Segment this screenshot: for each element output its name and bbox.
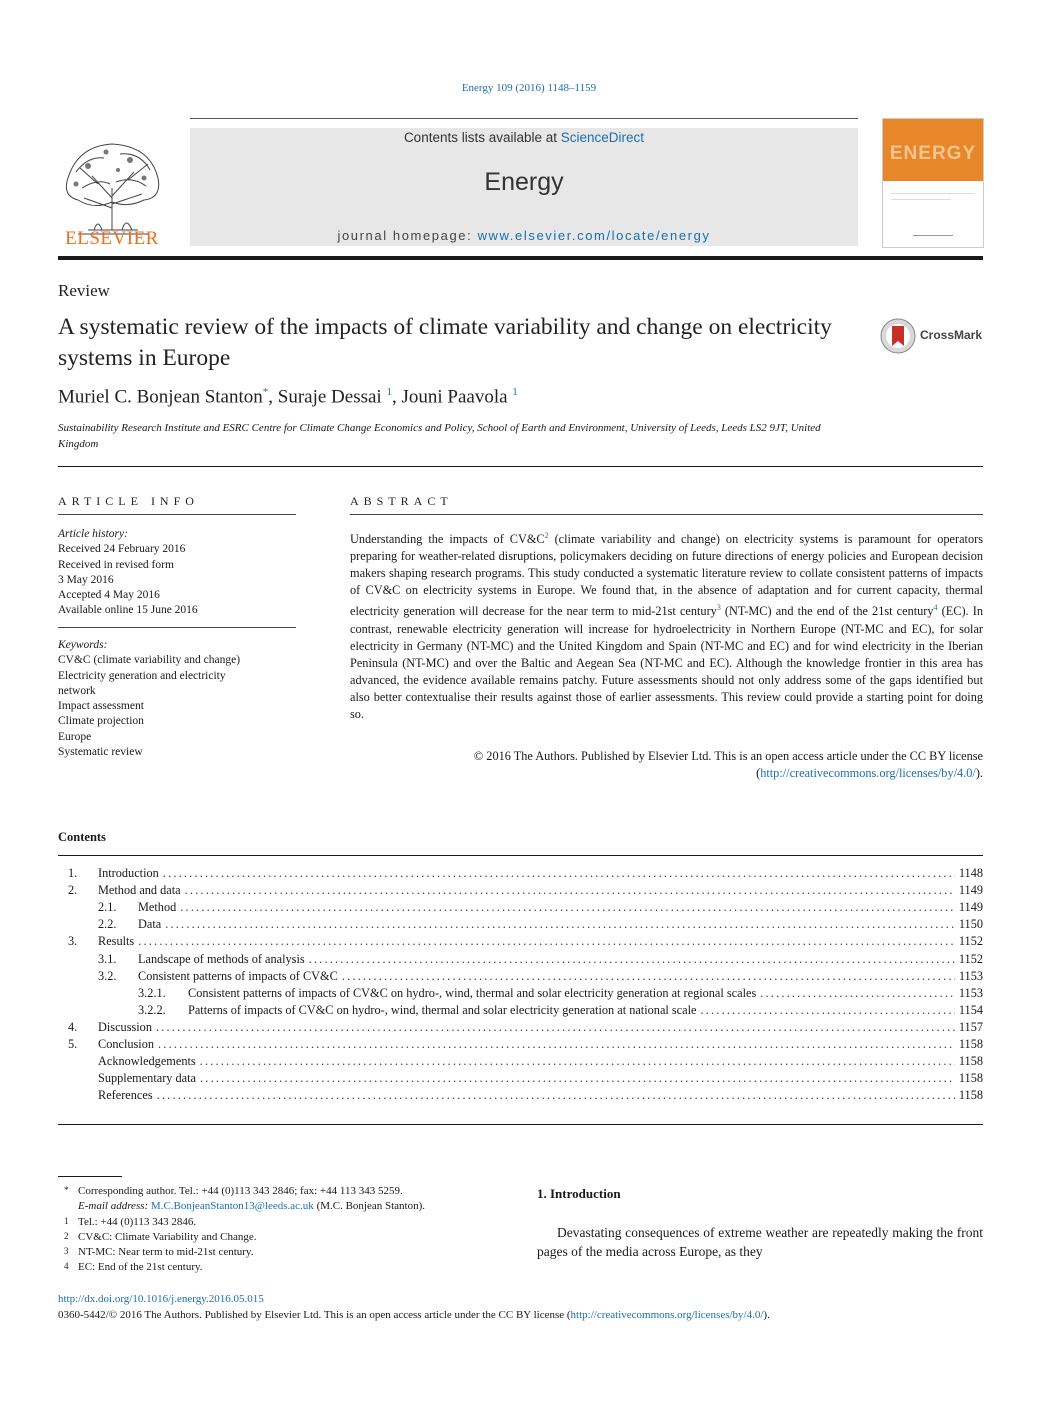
toc-entry-line (98, 1088, 983, 1103)
toc-entry-page[interactable]: 1157 (958, 1019, 983, 1034)
toc-entry-line (98, 1020, 983, 1035)
author-affiliation: Sustainability Research Institute and ESRC Centre for Climate Change Economics and Policy, School of Earth and Environment, University of Leeds, Leeds LS2 9JT, United Kingdom (58, 422, 821, 450)
toc-entry-line (138, 917, 983, 932)
introduction-heading: 1. Introduction (537, 1186, 621, 1201)
toc-entry-page[interactable]: 1152 (958, 934, 983, 949)
header-thick-rule (58, 256, 983, 260)
toc-entry[interactable] (58, 952, 983, 969)
journal-homepage-link[interactable]: www.elsevier.com/locate/energy (477, 228, 711, 243)
footnotes (58, 1184, 498, 1276)
journal-name: Energy (484, 168, 564, 196)
toc-entry-line (138, 952, 983, 967)
toc-entry[interactable] (58, 934, 983, 951)
toc-entry[interactable] (58, 866, 983, 883)
keyword-item: Impact assessment (58, 700, 144, 713)
toc-entry-line (98, 1071, 983, 1086)
keyword-item: Climate projection (58, 715, 144, 728)
article-info-rule (58, 514, 296, 515)
toc-entry[interactable] (58, 900, 983, 917)
toc-entry-page[interactable]: 1153 (958, 985, 983, 1000)
toc-entry-line (138, 900, 983, 915)
toc-entry-title[interactable]: Results (98, 934, 135, 949)
toc-leader-dots (156, 1020, 955, 1035)
toc-entry-title[interactable]: Consistent patterns of impacts of CV&C on hydro-, wind, thermal and solar electricity generation at regional scales (188, 985, 757, 1000)
history-item: Received in revised form (58, 558, 174, 571)
contents-bottom-rule (58, 1124, 983, 1125)
footnote-text: EC: End of the 21st century. (78, 1261, 203, 1274)
footnote-mark: 3 (64, 1246, 69, 1257)
toc-leader-dots (158, 1037, 955, 1052)
toc-entry-number: 3. (68, 934, 78, 949)
toc-entry-title[interactable]: Discussion (98, 1019, 152, 1034)
history-item: Accepted 4 May 2016 (58, 589, 160, 602)
keyword-item: Electricity generation and electricity (58, 669, 226, 682)
toc-entry-line (138, 969, 983, 984)
footnote-ref[interactable]: 4 (933, 603, 938, 613)
toc-entry[interactable] (58, 883, 983, 900)
toc-entry-title[interactable]: Method and data (98, 883, 181, 898)
author-name[interactable]: Suraje Dessai (277, 386, 382, 408)
toc-leader-dots (760, 986, 955, 1001)
toc-entry-line (98, 1054, 983, 1069)
toc-entry[interactable] (58, 969, 983, 986)
toc-leader-dots (185, 883, 955, 898)
toc-entry[interactable] (58, 1071, 983, 1088)
toc-entry-page[interactable]: 1149 (958, 900, 983, 915)
contents-prefix: Contents lists available at (403, 130, 561, 145)
toc-entry-title[interactable]: Data (138, 917, 162, 932)
keywords-label: Keywords: (58, 639, 108, 651)
abstract-text: (climate variability and change) on electricity systems is paramount for operators preparing for weather-related disruptions, policymakers deciding on future directions of energy policies and European decision makers shaping research programs. This study conducted a systematic literature review to collate consistent patterns of impacts of CV&C on electricity systems in Europe. We found that, in the absence of adaptation and for current capacity, thermal electricity generation will decrease for the near term to mid-21st century (350, 532, 983, 619)
cover-line (891, 193, 975, 194)
toc-leader-dots (165, 917, 955, 932)
footnote-mark: 1 (64, 1215, 69, 1226)
toc-entry[interactable] (58, 1037, 983, 1054)
footnote-mark: 2 (64, 1230, 69, 1241)
email-label: E-mail address: (78, 1200, 151, 1213)
toc-leader-dots (342, 969, 955, 984)
history-item: Available online 15 June 2016 (58, 604, 198, 617)
abstract-license (350, 748, 983, 782)
toc-leader-dots (180, 900, 955, 915)
keyword-item: CV&C (climate variability and change) (58, 654, 241, 667)
toc-entry[interactable] (58, 1088, 983, 1105)
toc-entry-title[interactable]: Introduction (98, 866, 159, 880)
toc-entry-line (188, 1003, 983, 1018)
toc-entry-page[interactable]: 1153 (958, 968, 983, 983)
toc-entry-number: 5. (68, 1037, 78, 1051)
keyword-item: Europe (58, 730, 92, 743)
toc-entry-line (98, 1037, 983, 1052)
footnote-text: Tel.: +44 (0)113 343 2846. (78, 1215, 197, 1228)
toc-leader-dots (200, 1054, 955, 1069)
issn-license-line (58, 1309, 770, 1321)
issn-suffix: ). (763, 1309, 770, 1321)
keyword-item: Systematic review (58, 746, 143, 759)
footnote (58, 1199, 498, 1214)
license-suffix: ). (975, 766, 983, 781)
footnote (58, 1245, 498, 1260)
article-type: Review (58, 281, 110, 300)
keywords-list (58, 638, 298, 760)
contents-top-rule (58, 855, 983, 856)
footnote (58, 1215, 498, 1230)
license-prefix: © 2016 The Authors. Published by Elsevier Ltd. This is an open access article under the CC BY license ( (473, 749, 983, 781)
doi-link[interactable]: http://dx.doi.org/10.1016/j.energy.2016.05.015 (58, 1293, 264, 1305)
contents-heading: Contents (58, 830, 106, 844)
publisher-name: ELSEVIER (65, 228, 159, 249)
toc-entry-page[interactable]: 1154 (958, 1002, 983, 1017)
article-info-heading: ARTICLE INFO (58, 494, 199, 508)
toc-entry-page[interactable]: 1158 (958, 1088, 983, 1103)
toc-entry-page[interactable]: 1152 (958, 951, 983, 966)
toc-entry-title[interactable]: Conclusion (98, 1037, 155, 1051)
history-label: Article history: (58, 528, 128, 540)
author-marker[interactable]: 1 (512, 386, 518, 398)
toc-entry-number: 2.2. (98, 917, 117, 932)
toc-leader-dots (200, 1071, 955, 1086)
abstract-text: (NT-MC) and the end of the 21st century (720, 604, 934, 619)
crossmark-label[interactable]: CrossMark (920, 328, 983, 342)
journal-citation[interactable]: Energy 109 (2016) 1148–1159 (461, 82, 597, 94)
abstract-rule (350, 514, 983, 515)
keyword-item: network (58, 684, 96, 697)
toc-entry-title[interactable]: References (98, 1088, 153, 1103)
crossmark-icon[interactable] (880, 318, 916, 354)
footnote (58, 1260, 498, 1275)
toc-entry[interactable] (58, 1003, 983, 1020)
toc-entry-page[interactable]: 1150 (958, 917, 983, 932)
toc-entry-page[interactable]: 1158 (958, 1054, 983, 1069)
toc-entry-page[interactable]: 1148 (958, 866, 983, 880)
toc-entry-title[interactable]: Method (138, 900, 177, 915)
abstract-heading: ABSTRACT (350, 494, 453, 508)
history-item: 3 May 2016 (58, 573, 114, 586)
toc-entry-title[interactable]: Supplementary data (98, 1071, 197, 1086)
toc-entry-number: 2.1. (98, 900, 117, 915)
toc-entry-title[interactable]: Patterns of impacts of CV&C on hydro-, wind, thermal and solar electricity generation at national scale (188, 1002, 697, 1017)
history-item: Received 24 February 2016 (58, 543, 186, 556)
issn-prefix: 0360-5442/© 2016 The Authors. Published by Elsevier Ltd. This is an open access article under the CC BY license ( (58, 1309, 571, 1321)
title-divider (58, 466, 983, 467)
toc-entry-line (98, 866, 983, 881)
toc-leader-dots (309, 952, 955, 967)
footnote-text: Corresponding author. Tel.: +44 (0)113 343 2846; fax: +44 113 343 5259. (78, 1185, 403, 1197)
toc-entry-page[interactable]: 1158 (958, 1071, 983, 1086)
article-history (58, 527, 298, 619)
journal-cover-thumbnail[interactable] (882, 118, 984, 248)
footnote-rule (58, 1176, 122, 1177)
author-name[interactable]: Jouni Paavola (401, 386, 508, 408)
footnote-text: CV&C: Climate Variability and Change. (78, 1230, 257, 1243)
abstract-body (350, 527, 983, 723)
toc-entry-page[interactable]: 1158 (958, 1037, 983, 1051)
contents-available-line (190, 130, 858, 145)
footnote-mark: 4 (64, 1261, 69, 1272)
footnote-ref[interactable]: 2 (544, 531, 549, 540)
toc-entry-number: 4. (68, 1019, 78, 1034)
footnote (58, 1230, 498, 1245)
author-name[interactable]: Muriel C. Bonjean Stanton (58, 386, 263, 408)
footnote-ref[interactable]: 3 (716, 603, 721, 613)
toc-entry-line (188, 986, 983, 1001)
article-title: A systematic review of the impacts of climate variability and change on electricity systems in Europe (58, 314, 832, 371)
cover-line (913, 235, 953, 236)
toc-entry-title[interactable]: Acknowledgements (98, 1054, 196, 1069)
toc-entry-title[interactable]: Consistent patterns of impacts of CV&C (138, 968, 338, 983)
toc-leader-dots (700, 1003, 954, 1018)
toc-entry-number: 3.2. (98, 968, 117, 983)
author-list: Muriel C. Bonjean Stanton*, Suraje Dessai $^1$, Jouni Paavola $^1$ (58, 386, 518, 408)
keywords-rule (58, 627, 296, 628)
toc-entry[interactable] (58, 1020, 983, 1037)
introduction-text: Devastating consequences of extreme weather are repeatedly making the front pages of the media across Europe, as they (537, 1225, 983, 1259)
email-suffix: (M.C. Bonjean Stanton). (313, 1200, 426, 1213)
toc-leader-dots (163, 866, 955, 881)
journal-homepage-line (190, 228, 858, 243)
toc-entry[interactable] (58, 1054, 983, 1071)
issn-license-link[interactable]: http://creativecommons.org/licenses/by/4.0/ (570, 1309, 764, 1321)
cc-by-license-link[interactable]: http://creativecommons.org/licenses/by/4.0/ (760, 766, 976, 781)
toc-entry-number: 1. (68, 866, 78, 880)
cover-line (891, 199, 951, 200)
toc-entry-number: 3.2.1. (138, 985, 166, 1000)
abstract-text: (EC). In contrast, renewable electricity generation will increase for hydroelectricity in Northern Europe (NT-MC and EC), for solar electricity in Germany (NT-MC) and the United Kingdom and Spain (NT-MC and EC) and for wind electricity in the Iberian Peninsula (NT-MC) and over the Baltic and Aegean Sea (NT-MC and EC). Although the knowledge frontier in this area has advanced, the evidence available remains patchy. Future assessments should not only address some of the gaps identified but also better contextualise their results against those of earlier assessments. This review could provide a starting point for doing so. (350, 604, 983, 722)
sciencedirect-link[interactable]: ScienceDirect (560, 130, 645, 145)
header-divider (190, 118, 858, 119)
toc-leader-dots (138, 934, 955, 949)
footnote-text: NT-MC: Near term to mid-21st century. (78, 1246, 254, 1259)
cover-title: ENERGY (889, 143, 977, 164)
footnote-mark: * (64, 1185, 69, 1195)
abstract-text: Understanding the impacts of CV&C (350, 532, 545, 547)
email-link[interactable]: M.C.BonjeanStanton13@leeds.ac.uk (150, 1200, 314, 1213)
author-marker[interactable]: 1 (386, 386, 392, 398)
author-marker[interactable]: * (262, 386, 269, 398)
toc-entry-number: 3.1. (98, 951, 117, 966)
toc-entry-number: 3.2.2. (138, 1002, 166, 1017)
toc-entry-number: 2. (68, 883, 78, 898)
toc-entry[interactable] (58, 917, 983, 934)
toc-leader-dots (157, 1088, 955, 1103)
toc-entry-page[interactable]: 1149 (958, 883, 983, 898)
toc-entry-line (98, 883, 983, 898)
footnote (58, 1184, 498, 1199)
homepage-prefix: journal homepage: (337, 228, 478, 243)
toc-entry[interactable] (58, 986, 983, 1003)
toc-entry-line (98, 934, 983, 949)
toc-entry-title[interactable]: Landscape of methods of analysis (138, 951, 305, 966)
